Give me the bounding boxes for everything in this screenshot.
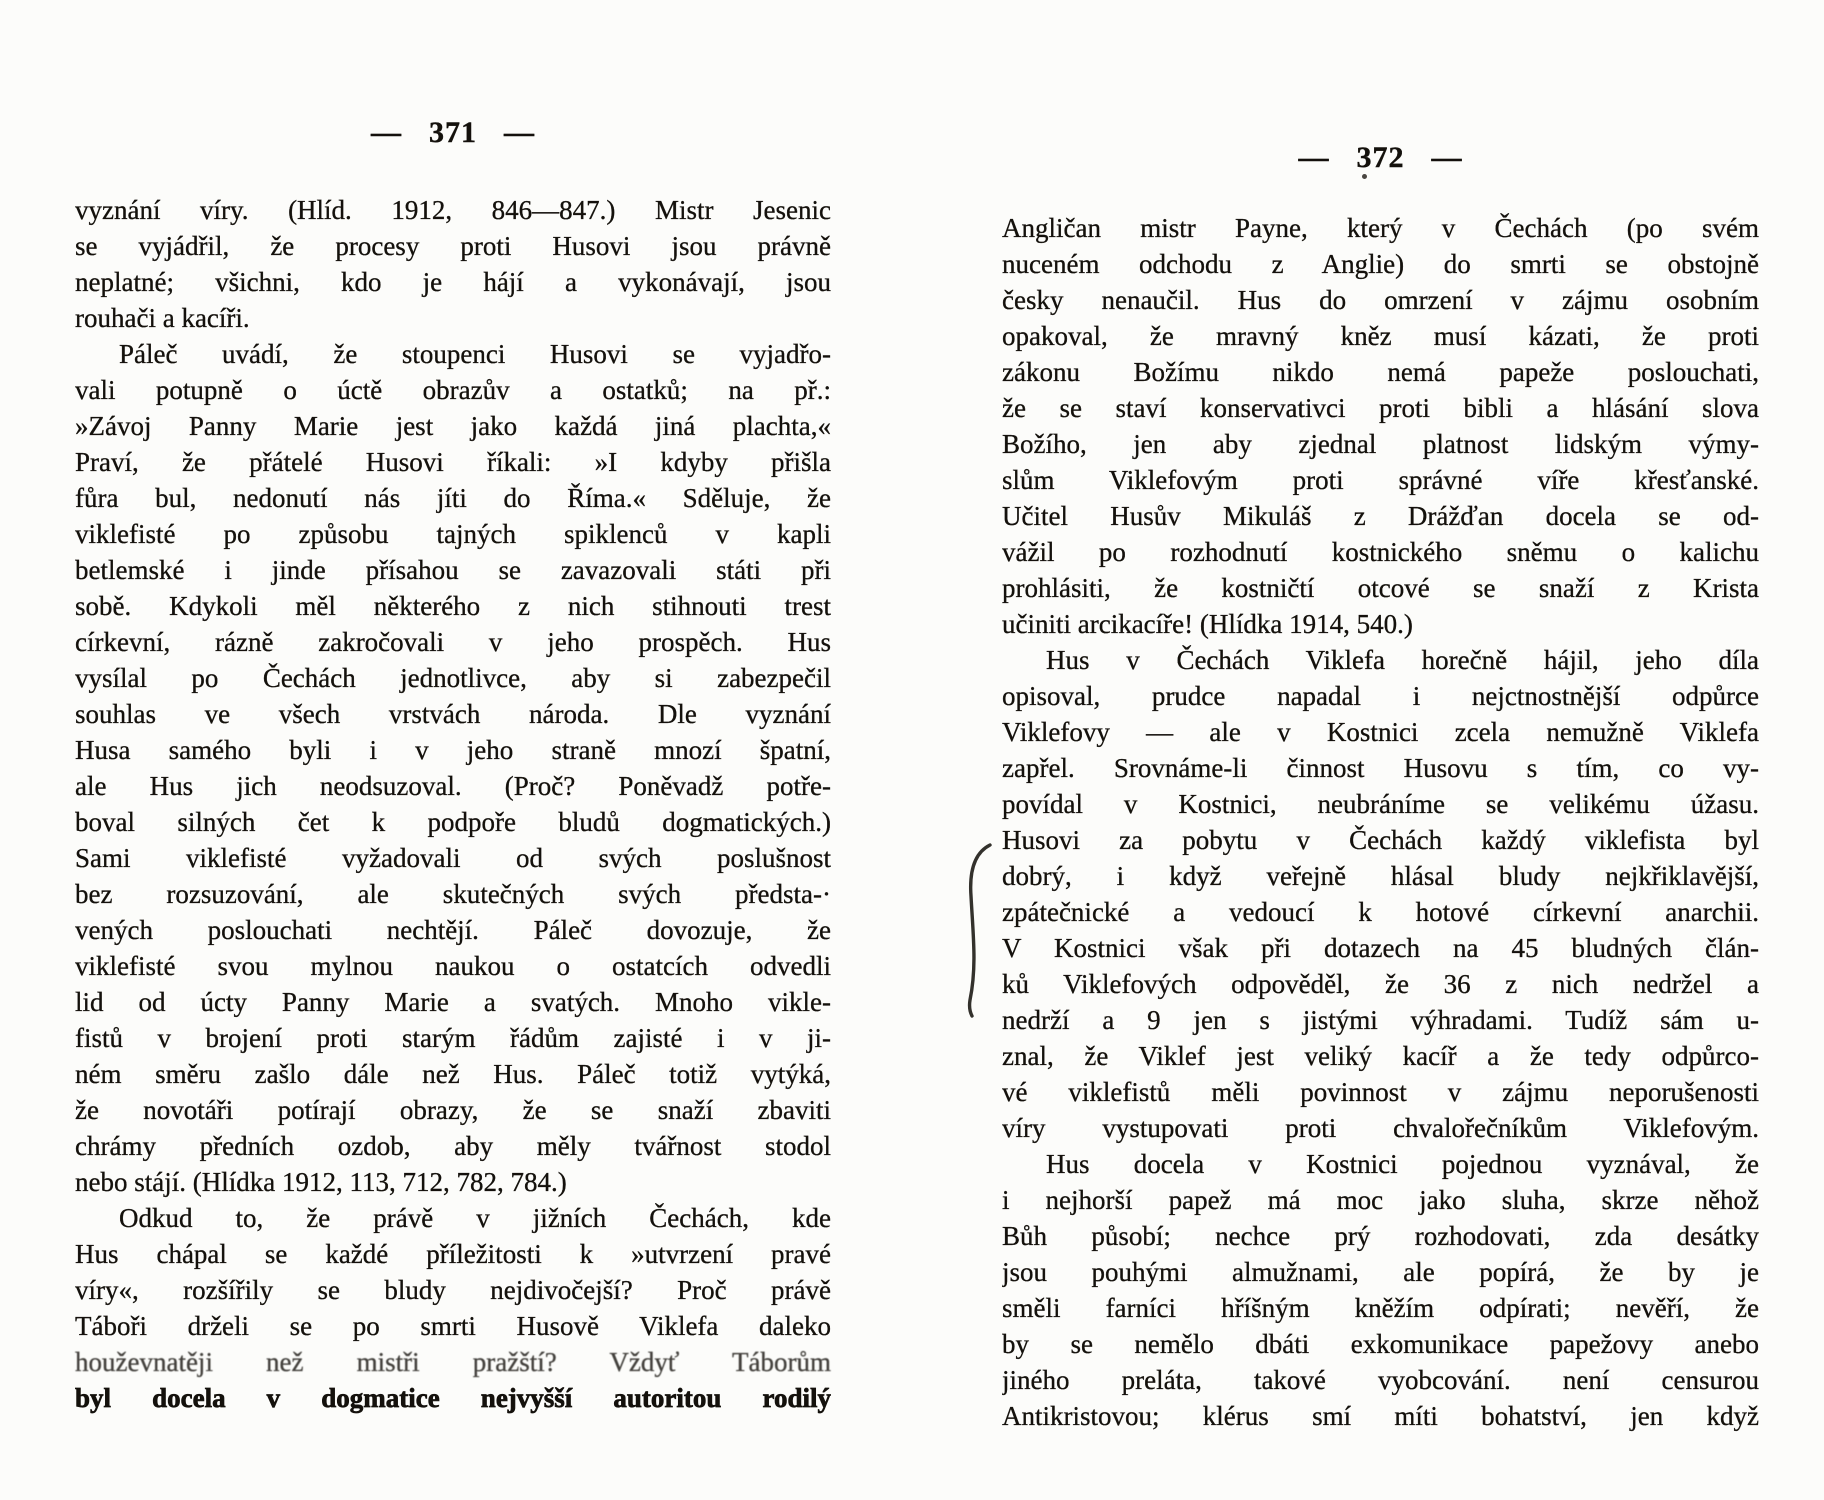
text-line: ků Viklefových odpověděl, že 36 z nich nedržel a bbox=[1002, 969, 1759, 999]
text-line: nedrží a 9 jen s jistými výhradami. Tudíž sám u- bbox=[1002, 1005, 1759, 1035]
text-line: Antikristovou; klérus smí míti bohatství, jen když bbox=[1002, 1401, 1759, 1431]
text-line: V Kostnici však při dotazech na 45 bludných člán- bbox=[1002, 933, 1759, 963]
text-line: Viklefovy — ale v Kostnici zcela nemužně Viklefa bbox=[1002, 717, 1759, 747]
text-line: že novotáři potírají obrazy, že se snaží zbaviti bbox=[75, 1095, 831, 1125]
header-dash-right: — bbox=[1431, 141, 1463, 174]
text-line: znal, že Viklef jest veliký kacíř a že tedy odpůrco- bbox=[1002, 1041, 1759, 1071]
text-line: souhlas ve všech vrstvách národa. Dle vyznání bbox=[75, 699, 831, 729]
text-line: Bůh působí; nechce prý rozhodovati, zda desátky bbox=[1002, 1221, 1759, 1251]
header-dash-left: — bbox=[371, 116, 402, 149]
text-line: boval silných čet k podpoře bludů dogmatických.) bbox=[75, 807, 831, 837]
text-line: že se staví konservativci proti bibli a hlásání slova bbox=[1002, 393, 1759, 423]
text-line: nebo stájí. (Hlídka 1912, 113, 712, 782, 784.) bbox=[75, 1167, 567, 1197]
margin-annotation-mark bbox=[964, 842, 998, 1020]
page-371-text-column bbox=[75, 192, 831, 1416]
text-line: víry«, rozšířily se bludy nejdivočejší? Proč právě bbox=[75, 1275, 831, 1305]
text-line: církevní, rázně zakročovali v jeho prospěch. Hus bbox=[75, 627, 831, 657]
text-line: Učitel Husův Mikuláš z Drážďan docela se od- bbox=[1002, 501, 1759, 531]
text-line: vyznání víry. (Hlíd. 1912, 846—847.) Mistr Jesenic bbox=[75, 195, 831, 225]
text-line: prohlásiti, že kostničtí otcové se snaží z Krista bbox=[1002, 573, 1759, 603]
text-line: »Závoj Panny Marie jest jako každá jiná plachta,« bbox=[75, 411, 831, 441]
text-line: víry vystupovati proti chvalořečníkům Viklefovým. bbox=[1002, 1113, 1759, 1143]
text-line: betlemské i jinde přísahou se zavazovali státi při bbox=[75, 555, 831, 585]
text-line: učiniti arcikacíře! (Hlídka 1914, 540.) bbox=[1002, 609, 1413, 639]
text-line: povídal v Kostnici, neubráníme se velikému úžasu. bbox=[1002, 789, 1759, 819]
text-line: Božího, jen aby zjednal platnost lidským výmy- bbox=[1002, 429, 1759, 459]
text-line: Hus chápal se každé příležitosti k »utvrzení pravé bbox=[75, 1239, 831, 1269]
text-line: se vyjádřil, že procesy proti Husovi jsou právně bbox=[75, 231, 831, 261]
text-line: viklefisté po způsobu tajných spiklenců v kapli bbox=[75, 519, 831, 549]
text-line: houževnatěji než mistři pražští? Vždyť Táborům bbox=[75, 1347, 831, 1377]
text-line: Hus v Čechách Viklefa horečně hájil, jeho díla bbox=[1046, 645, 1759, 675]
text-line: Angličan mistr Payne, který v Čechách (po svém bbox=[1002, 213, 1759, 243]
text-line: vážil po rozhodnutí kostnického sněmu o kalichu bbox=[1002, 537, 1759, 567]
text-line: lid od úcty Panny Marie a svatých. Mnoho vikle- bbox=[75, 987, 831, 1017]
scan-speck bbox=[1362, 174, 1367, 179]
text-line: bez rozsuzování, ale skutečných svých předsta-· bbox=[75, 879, 831, 909]
text-line: nuceném odchodu z Anglie) do smrti se obstojně bbox=[1002, 249, 1759, 279]
text-line: vé viklefistů měli povinnost v zájmu neporušenosti bbox=[1002, 1077, 1759, 1107]
text-line: vysílal po Čechách jednotlivce, aby si zabezpečil bbox=[75, 663, 831, 693]
page-372-text-column bbox=[1002, 210, 1759, 1434]
text-line: opakoval, že mravný kněz musí kázati, že proti bbox=[1002, 321, 1759, 351]
text-line: zpátečnické a vedoucí k hotové církevní anarchii. bbox=[1002, 897, 1759, 927]
text-line: ném směru zašlo dále než Hus. Páleč totiž vytýká, bbox=[75, 1059, 831, 1089]
header-dash-right: — bbox=[504, 116, 535, 149]
text-line: rouhači a kacíři. bbox=[75, 303, 250, 333]
text-line: zákonu Božímu nikdo nemá papeže poslouchati, bbox=[1002, 357, 1759, 387]
text-line: Táboři drželi se po smrti Husově Viklefa daleko bbox=[75, 1311, 831, 1341]
text-line: Husovi za pobytu v Čechách každý viklefista byl bbox=[1002, 825, 1759, 855]
text-line: neplatné; všichni, kdo je hájí a vykonávají, jsou bbox=[75, 267, 831, 297]
text-line: ale Hus jich neodsuzoval. (Proč? Poněvadž potře- bbox=[75, 771, 831, 801]
page-number-371 bbox=[75, 116, 831, 150]
text-line: Hus docela v Kostnici pojednou vyznával, že bbox=[1046, 1149, 1759, 1179]
text-line: Odkud to, že právě v jižních Čechách, kde bbox=[119, 1203, 831, 1233]
text-line: česky nenaučil. Hus do omrzení v zájmu osobním bbox=[1002, 285, 1759, 315]
text-line: vených poslouchati nechtějí. Páleč dovozuje, že bbox=[75, 915, 831, 945]
text-line: sobě. Kdykoli měl některého z nich stihnouti trest bbox=[75, 591, 831, 621]
header-dash-left: — bbox=[1298, 141, 1330, 174]
text-line: i nejhorší papež má moc jako sluha, skrze něhož bbox=[1002, 1185, 1759, 1215]
page-number-value: 371 bbox=[429, 116, 477, 149]
text-line: jiného preláta, takové vyobcování. není censurou bbox=[1002, 1365, 1759, 1395]
text-line-bold: byl docela v dogmatice nejvyšší autoritou rodilý bbox=[75, 1383, 831, 1413]
text-line: Páleč uvádí, že stoupenci Husovi se vyjadřo- bbox=[119, 339, 831, 369]
text-line: Sami viklefisté vyžadovali od svých poslušnost bbox=[75, 843, 831, 873]
text-line: jsou pouhými almužnami, ale popírá, že by je bbox=[1002, 1257, 1759, 1287]
text-line: viklefisté svou mylnou naukou o ostatcích odvedli bbox=[75, 951, 831, 981]
text-line: slům Viklefovým proti správné víře křesťanské. bbox=[1002, 465, 1759, 495]
page-number-372 bbox=[1002, 141, 1759, 175]
page-number-value: 372 bbox=[1356, 141, 1405, 174]
text-line: Husa samého byli i v jeho straně mnozí špatní, bbox=[75, 735, 831, 765]
text-line: zapřel. Srovnáme-li činnost Husovu s tím, co vy- bbox=[1002, 753, 1759, 783]
text-line: chrámy předních ozdob, aby měly tvářnost stodol bbox=[75, 1131, 831, 1161]
text-line: opisoval, prudce napadal i nejctnostnější odpůrce bbox=[1002, 681, 1759, 711]
text-line: vali potupně o úctě obrazův a ostatků; na př.: bbox=[75, 375, 831, 405]
text-line: směli farníci hříšným kněžím odpírati; nevěří, že bbox=[1002, 1293, 1759, 1323]
text-line: by se nemělo dbáti exkomunikace papežovy anebo bbox=[1002, 1329, 1759, 1359]
text-line: Praví, že přátelé Husovi říkali: »I kdyby přišla bbox=[75, 447, 831, 477]
text-line: dobrý, i když veřejně hlásal bludy nejkřiklavější, bbox=[1002, 861, 1759, 891]
text-line: fůra bul, nedonutí nás jíti do Říma.« Sděluje, že bbox=[75, 483, 831, 513]
text-line: fistů v brojení proti starým řádům zajisté i v ji- bbox=[75, 1023, 831, 1053]
